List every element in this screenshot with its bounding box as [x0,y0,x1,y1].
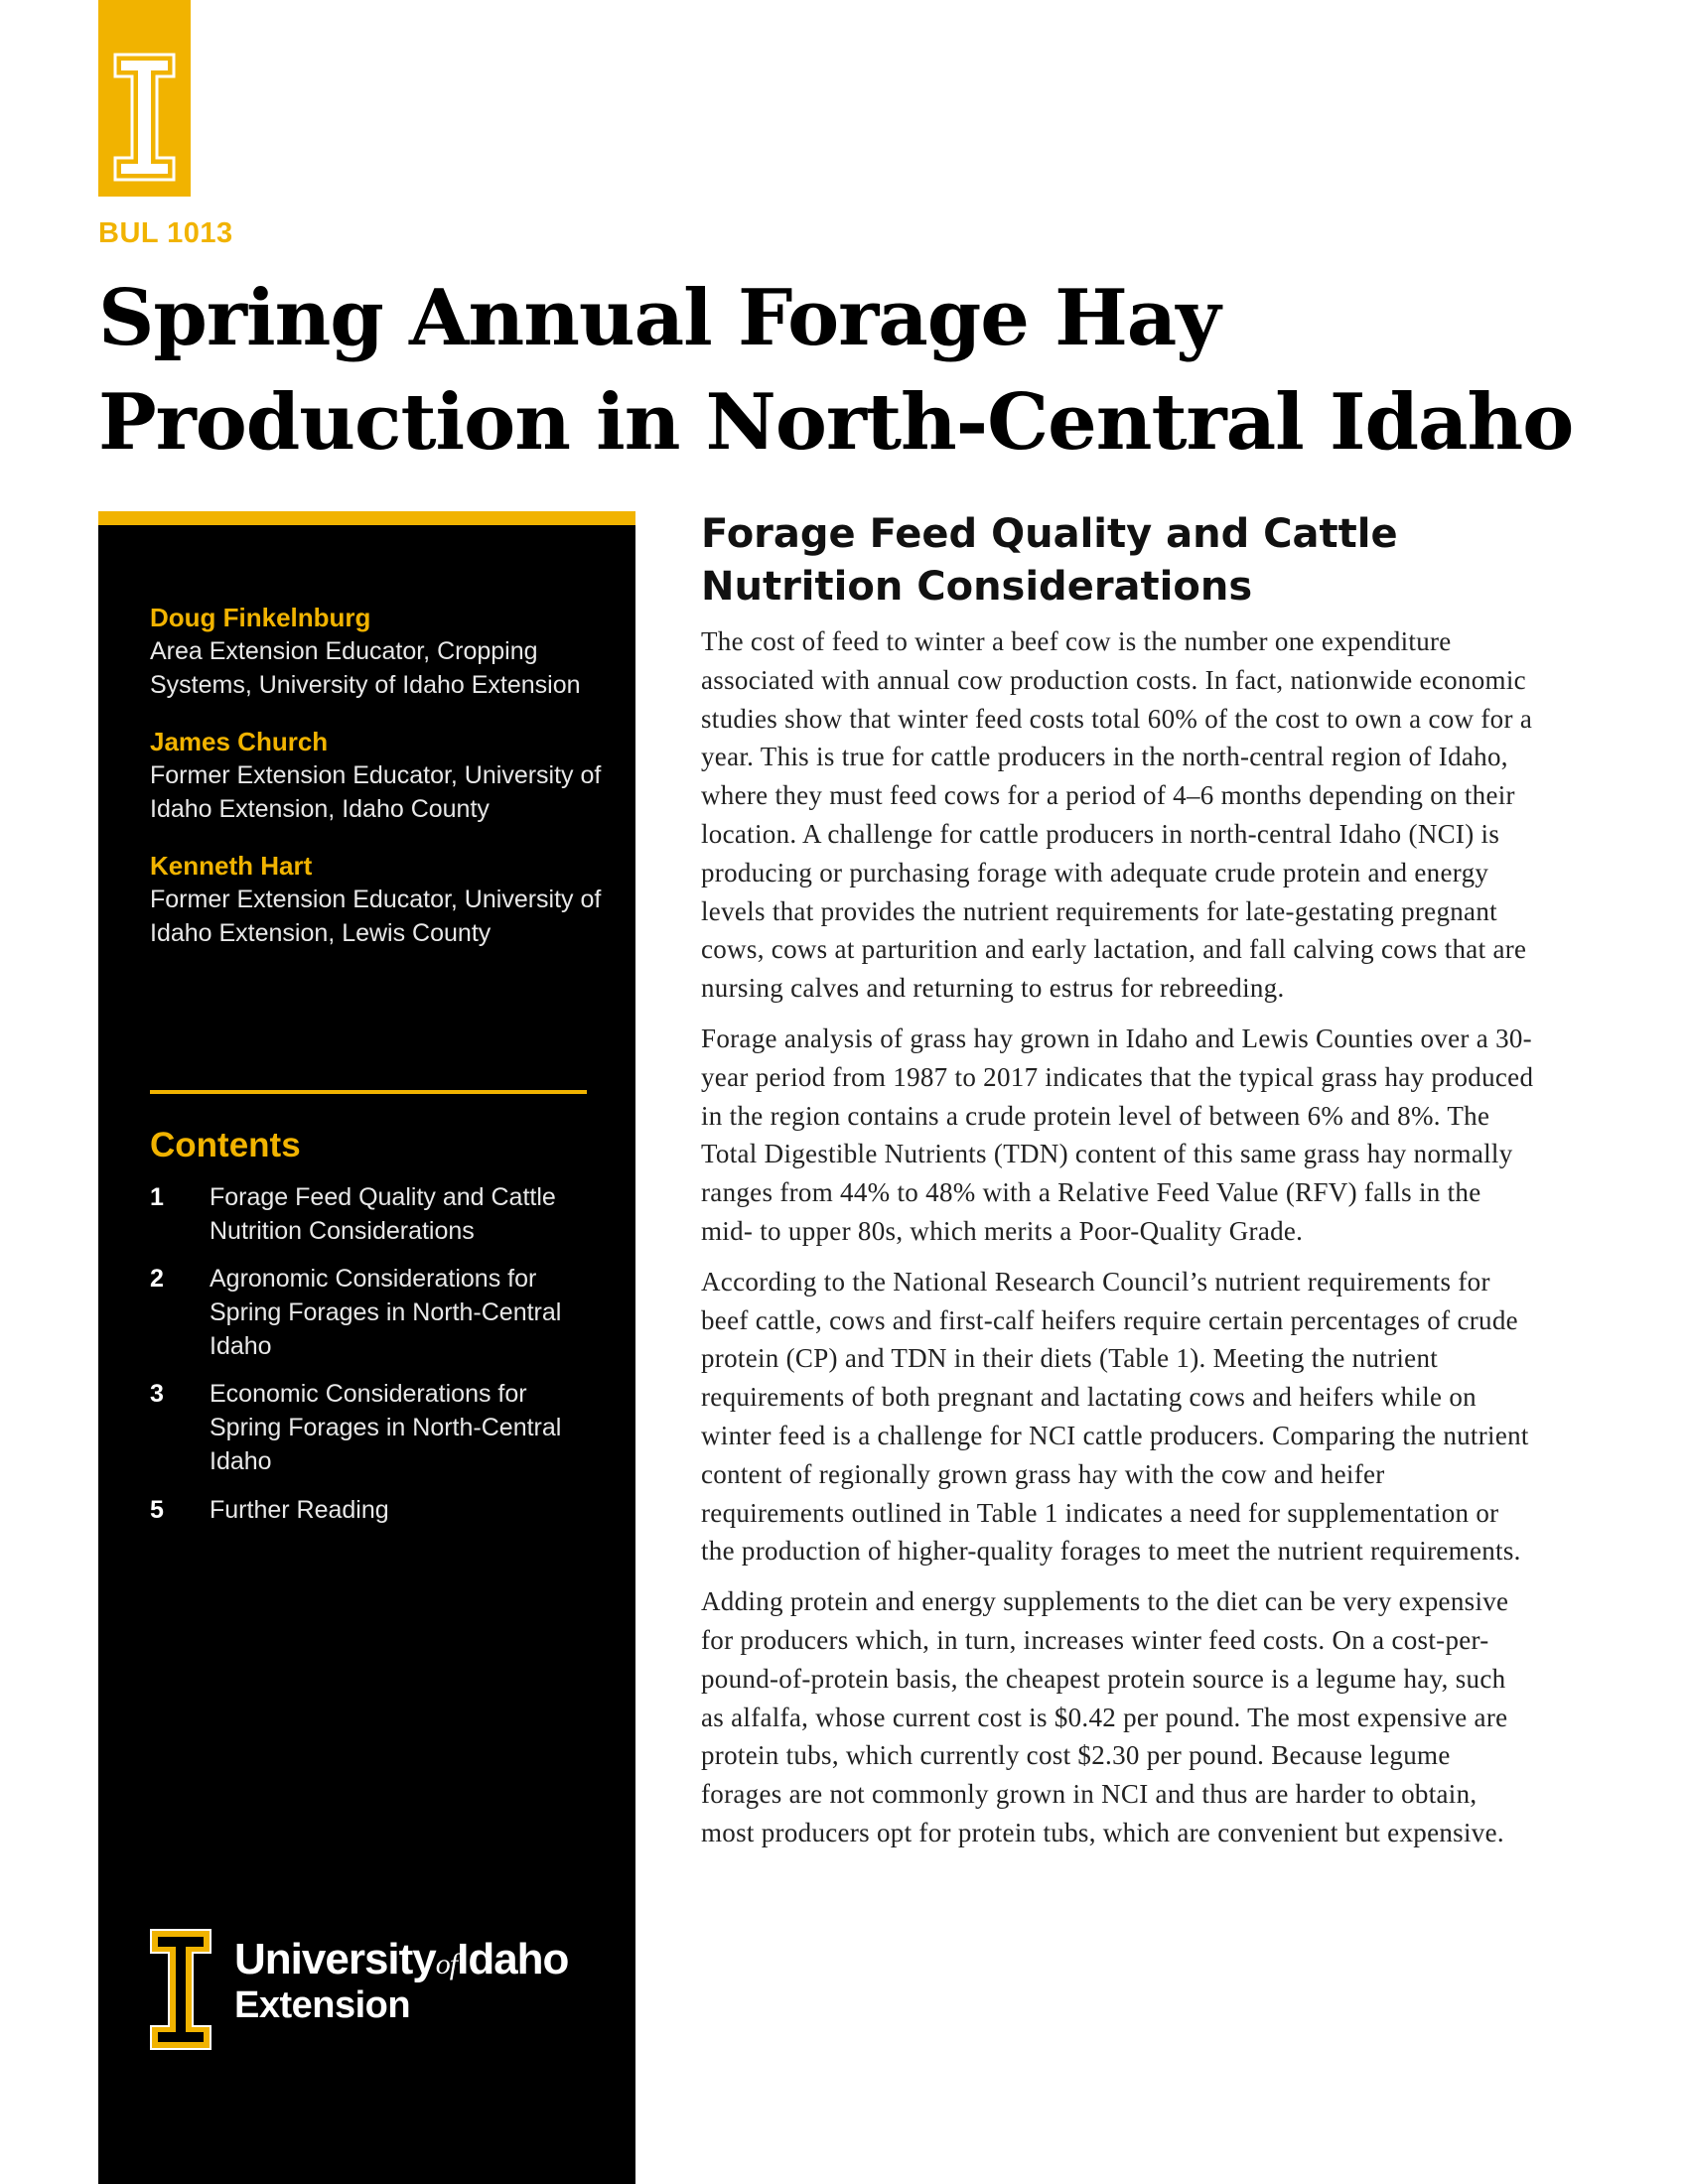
brand-name-part2: Idaho [457,1935,569,1983]
sidebar [98,511,635,2184]
brand-name-part1: University [234,1935,436,1983]
toc-page-number: 1 [150,1183,164,1211]
university-of-idaho-extension-logo [148,1927,585,2056]
toc-label: Economic Considerations for Spring Forages in North-Central Idaho [210,1380,562,1475]
sidebar-divider [150,1090,587,1094]
bulletin-number: BUL 1013 [98,217,233,249]
contents-heading: Contents [150,1126,301,1164]
author-role: Former Extension Educator, University of Idaho Extension, Idaho County [150,761,602,823]
toc-page-number: 5 [150,1496,164,1524]
toc-label: Agronomic Considerations for Spring Forages in North-Central Idaho [210,1265,562,1360]
author-name: Kenneth Hart [150,851,313,881]
page-title [98,266,1608,475]
section-heading: Forage Feed Quality and Cattle Nutrition Considerations [701,511,1398,610]
body-paragraph: Forage analysis of grass hay grown in Idaho and Lewis Counties over a 30-year period from 1987 to 2017 indicates that the typical grass hay produced in the region contains a crude protein level of between 6% and 8%. The Total Digestible Nutrients (TDN) content of this same grass hay normally ranges from 44% to 48% with a Relative Feed Value (RFV) falls in the mid- to upper 80s, which merits a Poor-Quality Grade. [701,1023,1534,1246]
brand-name [234,1937,568,1987]
toc-page-number: 3 [150,1380,164,1408]
author-name: Doug Finkelnburg [150,603,371,632]
toc-item[interactable] [150,1377,587,1478]
author-name: James Church [150,727,329,756]
title-line-1: Spring Annual Forage Hay [98,273,1220,363]
block-i-icon [148,1927,213,2052]
body-paragraph: According to the National Research Council’s nutrient requirements for beef cattle, cows and first-calf heifers require certain percentages of crude protein (CP) and TDN in their diets (Table 1). Meeting the nutrient requirements of both pregnant and lactating cows and heifers while on winter feed is a challenge for NCI cattle producers. Comparing the nutrient content of regionally grown grass hay with the cow and heifer requirements outlined in Table 1 indicates a need for supplementation or the production of higher-quality forages to meet the nutrient requirements. [701,1266,1529,1567]
title-line-2: Production in North-Central Idaho [98,377,1574,468]
toc-item[interactable] [150,1180,587,1248]
author-3 [150,849,607,950]
author-role: Area Extension Educator, Cropping Systems, University of Idaho Extension [150,637,581,699]
main-content [701,508,1535,1864]
toc-item[interactable] [150,1493,587,1527]
author-1 [150,601,607,702]
author-2 [150,725,607,826]
author-role: Former Extension Educator, University of Idaho Extension, Lewis County [150,886,602,947]
toc-page-number: 2 [150,1265,164,1293]
toc-item[interactable] [150,1262,587,1363]
body-paragraph: The cost of feed to winter a beef cow is the number one expenditure associated with annual cow production costs. In fact, nationwide economic studies show that winter feed costs total 60% of the cost to own a cow for a year. This is true for cattle producers in the north-central region of Idaho, where they must feed cows for a period of 4–6 months depending on their location. A challenge for cattle producers in north-central Idaho (NCI) is producing or purchasing forage with adequate crude protein and energy levels that provides the nutrient requirements for late-gestating pregnant cows, cows at parturition and early lactation, and fall calving cows that are nursing calves and returning to estrus for rebreeding. [701,626,1533,1004]
toc-label: Further Reading [210,1496,389,1524]
brand-subtitle: Extension [234,1984,411,2026]
block-i-icon [113,53,176,182]
university-i-logo [98,0,191,197]
toc-label: Forage Feed Quality and Cattle Nutrition Considerations [210,1183,556,1245]
brand-name-of: of [435,1948,458,1980]
body-paragraph: Adding protein and energy supplements to the diet can be very expensive for producers which, in turn, increases winter feed costs. On a cost-per-pound-of-protein basis, the cheapest protein source is a legume hay, such as alfalfa, whose current cost is $0.42 per pound. The most expensive are protein tubs, which currently cost $2.30 per pound. Because legume forages are not commonly grown in NCI and thus are harder to obtain, most producers opt for protein tubs, which are convenient but expensive. [701,1586,1509,1847]
